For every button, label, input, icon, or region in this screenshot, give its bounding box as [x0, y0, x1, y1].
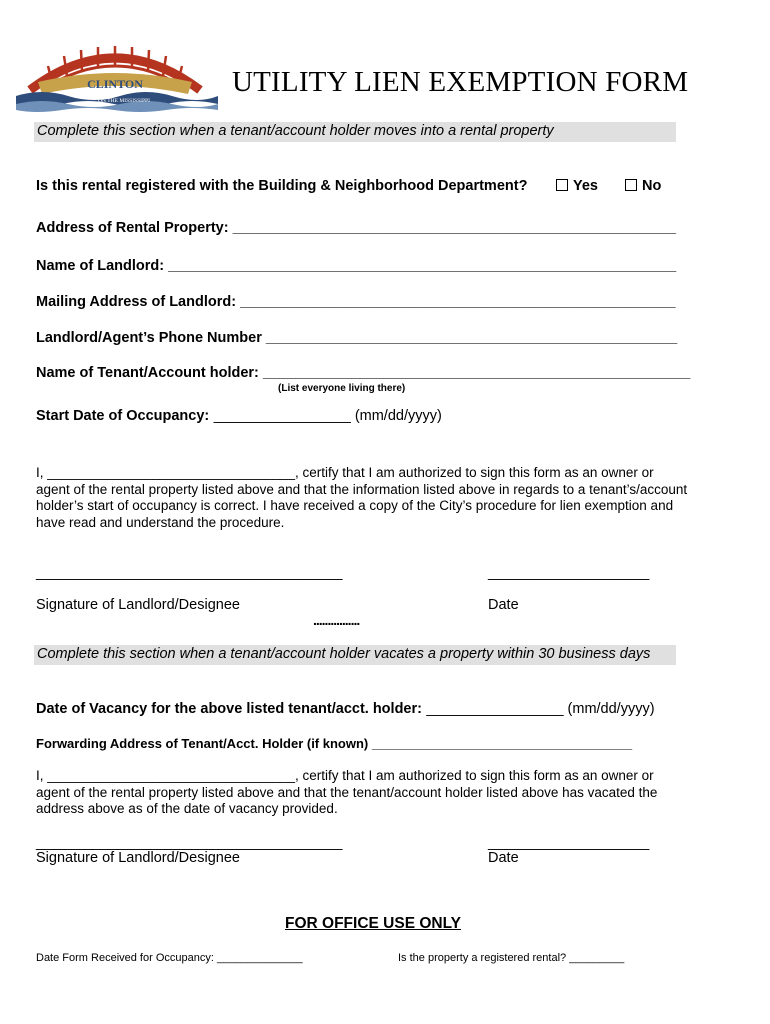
vacancy-date-label: Date of Vacancy for the above listed tenant/acct. holder: — [36, 701, 422, 717]
form-title: UTILITY LIEN EXEMPTION FORM — [232, 66, 689, 98]
vacancy-date-row[interactable] — [36, 700, 655, 718]
clinton-logo — [12, 38, 218, 112]
forwarding-address-field[interactable]: Forwarding Address of Tenant/Acct. Holder (if known) ____________________________________ — [36, 736, 633, 751]
yes-checkbox[interactable] — [556, 179, 568, 191]
date-label-2: Date — [488, 850, 519, 866]
section1-header-band — [34, 122, 676, 142]
signature-line-2[interactable]: ______________________________________ — [36, 835, 343, 851]
registered-rental-field[interactable]: Is the property a registered rental? _________ — [398, 952, 625, 964]
cert1-line-1: I, _________________________________, certify that I am authorized to sign this form as an owner or — [36, 465, 654, 480]
cert1-line-2: agent of the rental property listed above and that the information listed above in regards to a tenant’s/account — [36, 481, 688, 497]
start-date-label: Start Date of Occupancy: — [36, 408, 210, 424]
section-separator: ................ — [313, 612, 360, 628]
vacancy-date-blank[interactable]: _________________ (mm/dd/yyyy) — [426, 701, 655, 717]
landlord-name-field[interactable]: Name of Landlord: _______________________________________________________________ — [36, 258, 677, 274]
date-line-2[interactable]: ____________________ — [488, 835, 650, 851]
no-checkbox[interactable] — [625, 179, 637, 191]
section2-header-band — [34, 645, 676, 665]
logo-brand-text: CLINTON — [87, 77, 143, 91]
office-use-heading: FOR OFFICE USE ONLY — [285, 915, 461, 932]
start-date-blank[interactable]: _________________ (mm/dd/yyyy) — [213, 408, 442, 424]
option-no[interactable] — [625, 178, 661, 194]
start-date-row[interactable] — [36, 407, 442, 425]
option-no-label: No — [642, 178, 662, 194]
signature-label-2: Signature of Landlord/Designee — [36, 850, 240, 866]
certification-paragraph-2 — [36, 768, 716, 818]
date-label-1: Date — [488, 597, 519, 613]
address-field[interactable]: Address of Rental Property: _______________________________________________________ — [36, 220, 677, 236]
date-received-field[interactable]: Date Form Received for Occupancy: ______________ — [36, 952, 303, 964]
phone-field[interactable]: Landlord/Agent’s Phone Number ___________________________________________________ — [36, 330, 678, 346]
mailing-address-field[interactable]: Mailing Address of Landlord: ______________________________________________________ — [36, 294, 676, 310]
option-yes-label: Yes — [573, 178, 598, 194]
logo-tagline: ON THE MISSISSIPPI — [98, 98, 150, 104]
cert2-line-1: I, _________________________________, certify that I am authorized to sign this form as an owner or — [36, 768, 654, 783]
registered-question: Is this rental registered with the Building & Neighborhood Department? — [36, 178, 528, 194]
tenant-name-field[interactable]: Name of Tenant/Account holder: _____________________________________________________ — [36, 365, 691, 381]
signature-line-1[interactable]: ______________________________________ — [36, 565, 343, 581]
signature-label-1: Signature of Landlord/Designee — [36, 597, 240, 613]
section2-header: Complete this section when a tenant/account holder vacates a property within 30 business days — [37, 646, 651, 662]
date-line-1[interactable]: ____________________ — [488, 565, 650, 581]
section1-header: Complete this section when a tenant/account holder moves into a rental property — [37, 123, 554, 139]
tenant-note: (List everyone living there) — [278, 383, 406, 394]
cert2-line-2: agent of the rental property listed above and that the tenant/account holder listed above has vacated the — [36, 784, 658, 800]
option-yes[interactable] — [556, 178, 598, 194]
cert1-line-4: have read and understand the procedure. — [36, 514, 285, 530]
certification-paragraph-1 — [36, 465, 716, 531]
cert1-line-3: holder’s start of occupancy is correct. I have received a copy of the City’s procedure for lien exemption and — [36, 498, 674, 513]
cert2-line-3: address above as of the date of vacancy provided. — [36, 801, 338, 816]
